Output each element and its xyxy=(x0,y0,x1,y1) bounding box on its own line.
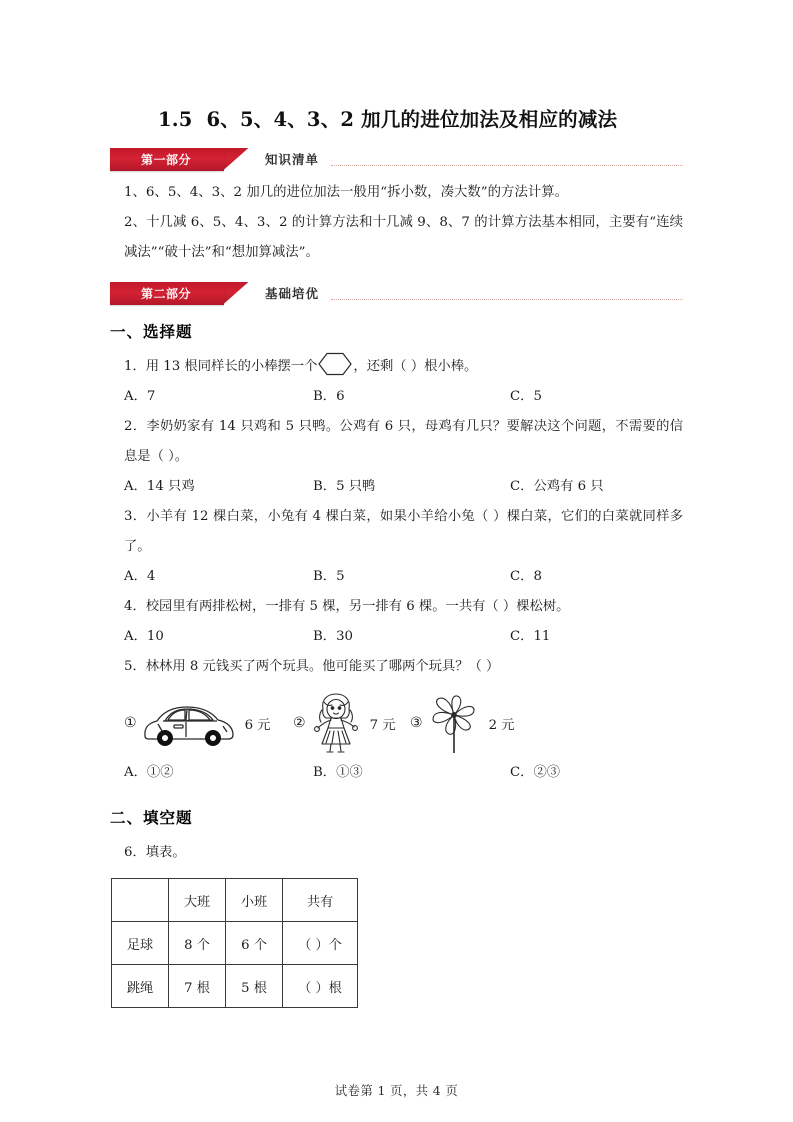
page-title xyxy=(110,104,683,132)
toy-price-3: 2 元 xyxy=(488,717,515,733)
section-banner-1 xyxy=(110,146,683,172)
option-b[interactable]: B．①③ xyxy=(313,765,363,780)
table-cell-blank[interactable]: （ ）根 xyxy=(283,965,358,1008)
doll-icon xyxy=(310,692,362,754)
option-a[interactable]: A．10 xyxy=(124,629,164,644)
toy-option-3 xyxy=(410,690,515,756)
option-a[interactable]: A．4 xyxy=(124,569,156,584)
question-4: 4．校园里有两排松树，一排有 5 棵，另一排有 6 棵。一共有（ ）棵松树。 xyxy=(124,599,570,614)
question-1 xyxy=(110,352,683,382)
option-c[interactable]: C．8 xyxy=(510,569,542,584)
title-text: 6、5、4、3、2 加几的进位加法及相应的减法 xyxy=(206,108,618,131)
section-label-2: 基础培优 xyxy=(265,286,320,301)
section-tag-2: 第二部分 xyxy=(110,282,224,305)
toy-price-1: 6 元 xyxy=(244,717,271,733)
toy-option-2 xyxy=(293,690,396,756)
option-a[interactable]: A．7 xyxy=(124,389,156,404)
table-cell: 7 根 xyxy=(169,965,226,1008)
heading-choice-questions: 一、选择题 xyxy=(110,323,193,341)
table-header-total: 共有 xyxy=(283,879,358,922)
table-cell: 6 个 xyxy=(226,922,283,965)
section-label-1: 知识清单 xyxy=(265,152,320,167)
table-row-label-jumprope: 跳绳 xyxy=(112,965,169,1008)
toy-index-3: ③ xyxy=(410,715,423,731)
question-1-options xyxy=(110,382,683,412)
option-a[interactable]: A．14 只鸡 xyxy=(124,479,195,494)
question-3-options xyxy=(110,562,683,592)
hexagon-icon xyxy=(318,352,352,376)
question-2: 2．李奶奶家有 14 只鸡和 5 只鸭。公鸡有 6 只，母鸡有几只？要解决这个问题，不需要的信息是（ ）。 xyxy=(124,419,683,464)
table-cell-blank[interactable]: （ ）个 xyxy=(283,922,358,965)
table-row xyxy=(112,922,358,965)
car-icon xyxy=(141,698,237,748)
pinwheel-icon xyxy=(427,691,481,755)
toy-index-1: ① xyxy=(124,715,137,731)
question-5-options xyxy=(110,758,683,788)
heading-fill-questions: 二、填空题 xyxy=(110,809,193,827)
option-b[interactable]: B．5 xyxy=(313,569,345,584)
knowledge-point-2: 2、十几减 6、5、4、3、2 的计算方法和十几减 9、8、7 的计算方法基本相同，主要有“连续减法”“破十法”和“想加算减法”。 xyxy=(124,215,683,260)
option-b[interactable]: B．6 xyxy=(313,389,345,404)
table-cell: 5 根 xyxy=(226,965,283,1008)
option-c[interactable]: C．公鸡有 6 只 xyxy=(510,479,604,494)
option-c[interactable]: C．5 xyxy=(510,389,542,404)
option-b[interactable]: B．5 只鸭 xyxy=(313,479,376,494)
fill-table xyxy=(111,878,358,1008)
title-number: 1.5 xyxy=(158,108,193,131)
question-6: 6．填表。 xyxy=(124,845,186,860)
option-c[interactable]: C．11 xyxy=(510,629,551,644)
question-1-text-after: ，还剩（ ）根小棒。 xyxy=(353,359,478,374)
page-content xyxy=(110,104,683,1008)
question-3: 3．小羊有 12 棵白菜，小兔有 4 棵白菜，如果小羊给小兔（ ）棵白菜，它们的白菜就同样多了。 xyxy=(124,509,683,554)
question-1-text-before: 1．用 13 根同样长的小棒摆一个 xyxy=(124,359,318,374)
section-dotted-rule-1 xyxy=(331,164,683,166)
section-tag-tail-1 xyxy=(223,148,249,171)
question-4-options xyxy=(110,622,683,652)
option-a[interactable]: A．①② xyxy=(124,765,174,780)
section-banner-2 xyxy=(110,280,683,306)
toy-price-2: 7 元 xyxy=(369,717,396,733)
table-header-small-class: 小班 xyxy=(226,879,283,922)
question-5-toy-row xyxy=(110,690,683,756)
question-5: 5．林林用 8 元钱买了两个玩具。他可能买了哪两个玩具？（ ） xyxy=(124,659,500,674)
section-dotted-rule-2 xyxy=(331,298,683,300)
page-footer: 试卷第 1 页，共 4 页 xyxy=(334,1083,459,1098)
table-row-header xyxy=(112,879,358,922)
toy-option-1 xyxy=(124,690,271,756)
toy-index-2: ② xyxy=(293,715,306,731)
table-row-label-football: 足球 xyxy=(112,922,169,965)
knowledge-point-1: 1、6、5、4、3、2 加几的进位加法一般用“拆小数，凑大数”的方法计算。 xyxy=(124,185,569,200)
option-c[interactable]: C．②③ xyxy=(510,765,561,780)
table-cell-corner xyxy=(112,879,169,922)
knowledge-list xyxy=(110,178,683,268)
table-cell: 8 个 xyxy=(169,922,226,965)
question-2-options xyxy=(110,472,683,502)
section-tag-1: 第一部分 xyxy=(110,148,224,171)
option-b[interactable]: B．30 xyxy=(313,629,353,644)
table-row xyxy=(112,965,358,1008)
section-tag-tail-2 xyxy=(223,282,249,305)
table-header-big-class: 大班 xyxy=(169,879,226,922)
